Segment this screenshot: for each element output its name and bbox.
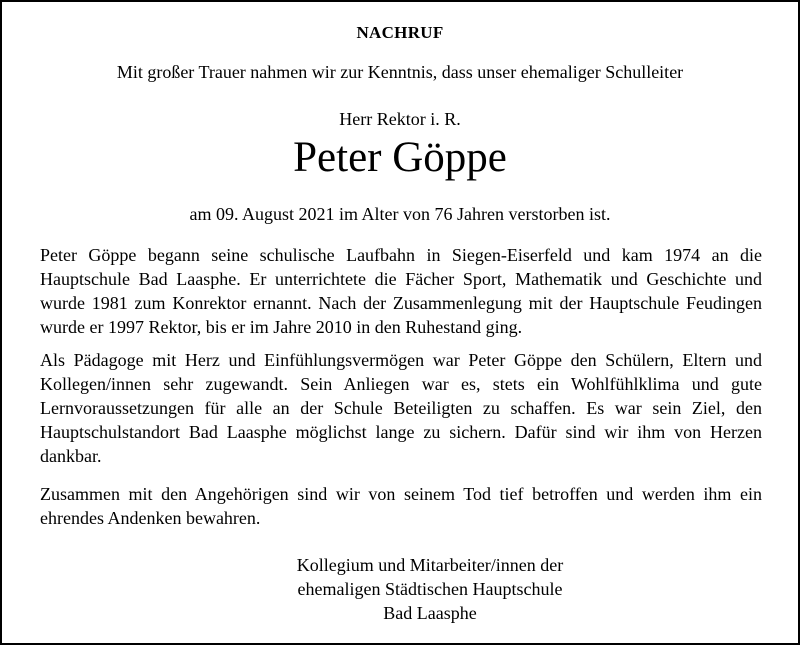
intro-line: Mit großer Trauer nahmen wir zur Kenntnis, dass unser ehemaliger Schulleiter [116,62,684,82]
signature-line: Bad Laasphe [383,603,477,623]
signature-line: Kollegium und Mitarbeiter/innen der [296,555,564,575]
signature-line: ehemaligen Städtischen Hauptschule [297,579,563,599]
signature-block [260,553,600,625]
notice-heading: NACHRUF [356,23,444,42]
paragraph-career: Peter Göppe begann seine schulische Laufbahn in Siegen-Eiserfeld und kam 1974 an die Hauptschule Bad Laasphe. Er unterrichtete die Fächer Sport, Mathematik und Geschichte und wurde 1981 zum Konrektor ernannt. Nach der Zusammenlegung mit der Hauptschule Feudingen wurde er 1997 Rektor, bis er im Jahre 2010 in den Ruhestand ging. [40,245,762,337]
paragraph-appreciation: Als Pädagoge mit Herz und Einfühlungsvermögen war Peter Göppe den Schülern, Eltern und Kollegen/innen sehr zugewandt. Sein Anliegen war es, stets ein Wohlfühlklima und gute Lernvoraussetzungen für alle an der Schule Beteiligten zu schaffen. Es war sein Ziel, den Hauptschulstandort Bad Laasphe möglichst lange zu sichern. Dafür sind wir ihm von Herzen dankbar. [40,350,762,466]
death-date-line: am 09. August 2021 im Alter von 76 Jahren verstorben ist. [189,204,611,224]
deceased-title: Herr Rektor i. R. [339,109,461,129]
deceased-name: Peter Göppe [293,134,507,181]
paragraph-condolence: Zusammen mit den Angehörigen sind wir von seinem Tod tief betroffen und werden ihm ein ehrendes Andenken bewahren. [40,484,762,528]
